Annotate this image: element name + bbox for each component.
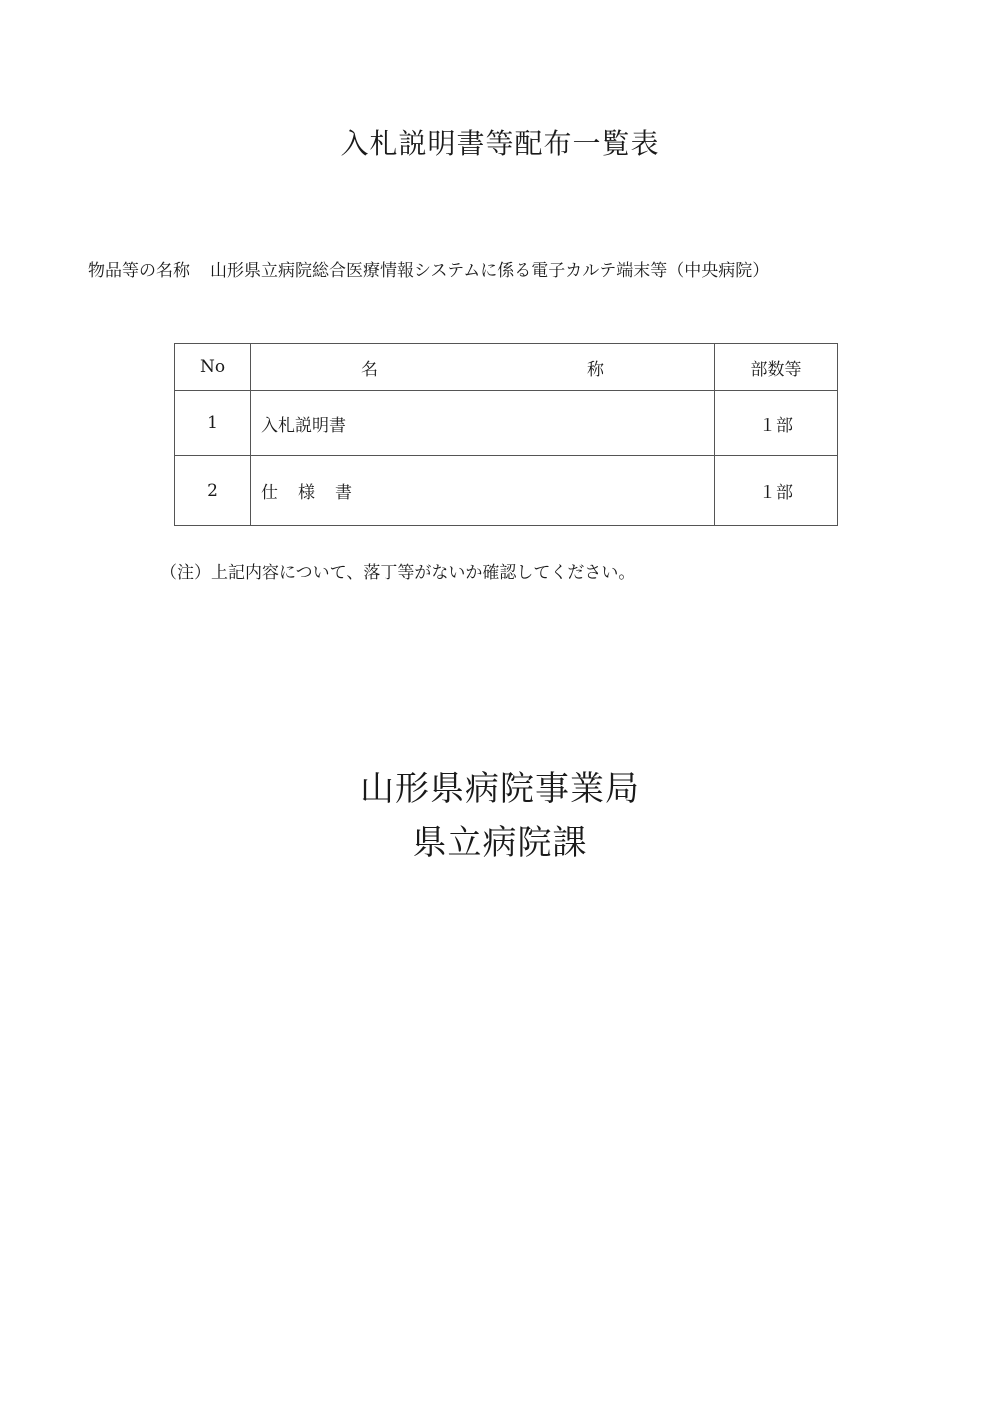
row-name <box>251 456 715 526</box>
row-no: 2 <box>175 456 251 526</box>
row-quantity: １部 <box>715 391 838 456</box>
page-title: 入札説明書等配布一覧表 <box>340 127 660 160</box>
item-name-value: 山形県立病院総合医療情報システムに係る電子カルテ端末等（中央病院） <box>210 261 770 281</box>
row-quantity: １部 <box>715 456 838 526</box>
header-name-part1: 名 <box>361 359 378 380</box>
header-name <box>251 344 715 391</box>
row-name-char: 書 <box>335 483 352 503</box>
row-no: 1 <box>175 391 251 456</box>
header-no: No <box>175 344 251 391</box>
header-quantity: 部数等 <box>715 344 838 391</box>
row-name: 入札説明書 <box>251 391 715 456</box>
item-name-label: 物品等の名称 <box>88 261 190 281</box>
issuer-line-2: 県立病院課 <box>412 823 588 863</box>
note-text: （注）上記内容について、落丁等がないか確認してください。 <box>160 563 636 583</box>
item-name-line <box>88 258 769 284</box>
issuer-block <box>0 762 1000 870</box>
table-row <box>175 456 838 526</box>
row-name-char: 様 <box>298 483 315 503</box>
table-header-row <box>175 344 838 391</box>
row-name-char: 仕 <box>261 483 278 503</box>
table-row <box>175 391 838 456</box>
issuer-line-1: 山形県病院事業局 <box>360 769 640 809</box>
header-name-part2: 称 <box>587 359 604 380</box>
distribution-table <box>174 343 838 526</box>
